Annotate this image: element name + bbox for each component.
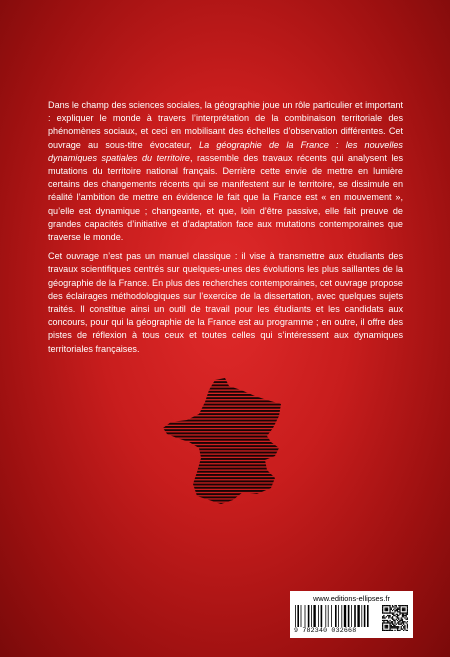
barcode-panel <box>290 591 413 638</box>
publisher-website[interactable]: www.editions-ellipses.fr <box>313 594 390 603</box>
intro-paragraph <box>48 99 403 244</box>
france-map-graphic <box>163 378 293 506</box>
qr-code-icon <box>382 605 408 631</box>
isbn-digits: 9 782340 032668 <box>294 627 357 634</box>
france-map-icon <box>163 378 293 506</box>
intro-text-part2: , rassemble des travaux récents qui analysent les mutations du territoire national français. Derrière cette envie de mettre en lumière certains des changements récents qui se manifestent sur le territoire, se dissimule en réalité l’ambition de mettre en évidence le fait que la France est « en mouvement », qu’elle est dynamique ; changeante, et que, loin d’être passive, elle fait preuve de grandes capacités d’initiative et d’adaptation face aux mutations contemporaines que traverse le monde. <box>48 152 403 243</box>
book-subtitle: La géographie de la France : les nouvelles dynamiques spatiales du territoire <box>48 139 403 163</box>
back-cover-text <box>48 99 403 362</box>
intro-text-part1: Dans le champ des sciences sociales, la géographie joue un rôle particulier et important : expliquer le monde à travers l’interprétation de la combinaison territoriale des phénomènes sociaux, et ceci en mobilisant des échelles d’observation différentes. Cet ouvrage au sous-titre évocateur, <box>48 100 403 150</box>
map-stripes <box>163 378 293 505</box>
second-paragraph: Cet ouvrage n’est pas un manuel classique : il vise à transmettre aux étudiants des travaux scientifiques centrés sur quelques-unes des évolutions les plus saillantes de la géographie de la France. En plus des recherches contemporaines, cet ouvrage propose des éclairages méthodologiques sur l’exercice de la dissertation, avec quelques sujets traités. Il constitue ainsi un outil de travail pour les étudiants et les candidats aux concours, pour qui la géographie de la France est au programme ; en outre, il offre des pistes de réflexion à tous ceux et toutes celles qui s’intéressent aux dynamiques territoriales françaises. <box>48 251 403 354</box>
barcode-icon <box>295 605 377 627</box>
